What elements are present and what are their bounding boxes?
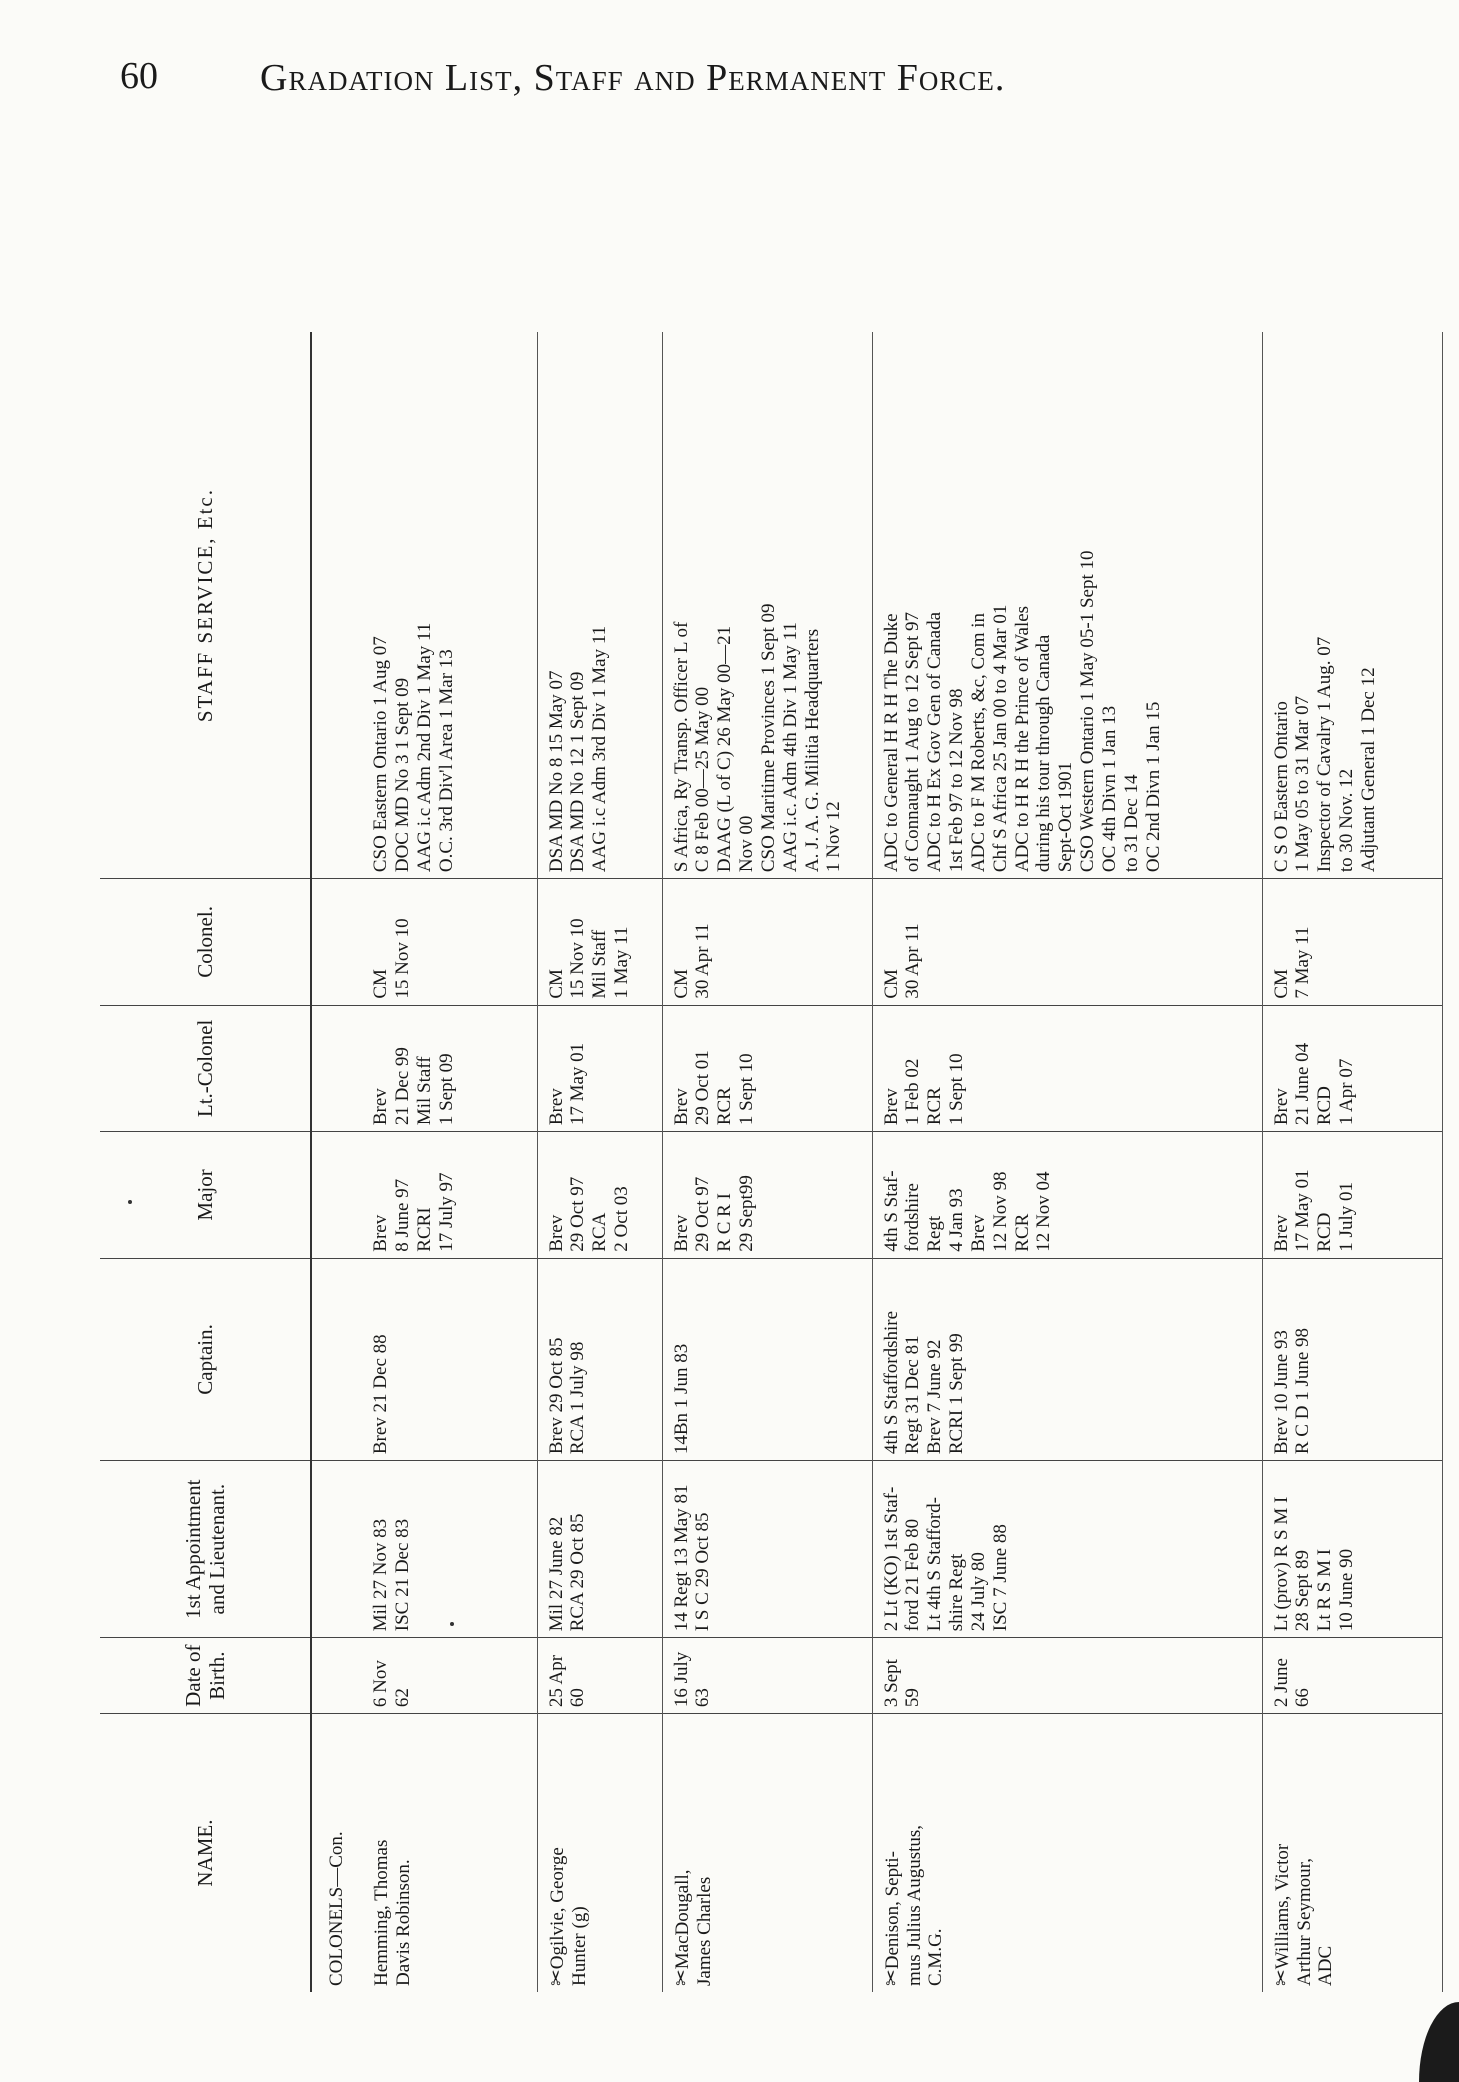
date-of-birth: 3 Sept 59 <box>872 1638 1262 1714</box>
column-header-name: NAME. <box>100 1714 311 1992</box>
column-header-staff-service: STAFF SERVICE, Etc. <box>100 332 311 879</box>
header-row <box>100 332 311 1992</box>
column-header-captain: Captain. <box>100 1258 311 1460</box>
section-spacer <box>311 1132 362 1259</box>
page-speck <box>450 1622 454 1626</box>
major-date: 4th S Staf- fordshire Regt 4 Jan 93 Brev 12 Nov 98 RCR 12 Nov 04 <box>872 1132 1262 1259</box>
staff-service: ADC to General H R H The Duke of Connaught 1 Aug to 12 Sept 97 ADC to H Ex Gov Gen of Canada 1st Feb 97 to 12 Nov 98 ADC to F M Roberts, &c, Com in Chf S Africa 25 Jan 00 to 4 Mar 01 ADC to H R H the Prince of Wales during his tour through Canada Sept-Oct 1901 CSO Western Ontario 1 May 05-1 Sept 10 OC 4th Divn 1 Jan 13 to 31 Dec 14 OC 2nd Divn 1 Jan 15 <box>872 332 1262 879</box>
column-header-date-of-birth: Date of Birth. <box>100 1638 311 1714</box>
section-row <box>311 332 362 1992</box>
officer-name-cell <box>872 1714 1262 1992</box>
date-of-birth: 2 June 66 <box>1262 1638 1442 1714</box>
colonel-date: CM 7 May 11 <box>1262 879 1442 1006</box>
staff-service: S Africa, Ry Transp. Officer L of C 8 Feb 00—25 May 00 DAAG (L of C) 26 May 00—21 Nov 00 CSO Maritime Provinces 1 Sept 09 AAG i.c. Adm 4th Div 1 May 11 A. J. A. G. Militia Headquarters 1 Nov 12 <box>662 332 872 879</box>
officer-name-cell <box>537 1714 662 1992</box>
section-spacer <box>311 879 362 1006</box>
officer-name: MacDougall, James Charles <box>671 1869 715 1986</box>
officer-name: Ogilvie, George Hunter (g) <box>546 1847 590 1986</box>
page-header <box>120 50 1360 110</box>
major-date: Brev 29 Oct 97 RCA 2 Oct 03 <box>537 1132 662 1259</box>
table-row <box>872 332 1262 1992</box>
colonel-date: CM 30 Apr 11 <box>872 879 1262 1006</box>
officer-name-cell <box>362 1714 537 1992</box>
first-appointment: Mil 27 Nov 83 ISC 21 Dec 83 <box>362 1461 537 1638</box>
colonel-date: CM 15 Nov 10 Mil Staff 1 May 11 <box>537 879 662 1006</box>
scissors-mark-icon: ✂ <box>670 1969 693 1986</box>
captain-date: Brev 21 Dec 88 <box>362 1258 537 1460</box>
major-date: Brev 29 Oct 97 R C R I 29 Sept99 <box>662 1132 872 1259</box>
page-title: Gradation List, Staff and Permanent Force. <box>260 57 1006 99</box>
lt-colonel-date: Brev 21 Dec 99 Mil Staff 1 Sept 09 <box>362 1005 537 1132</box>
section-spacer <box>311 1461 362 1638</box>
lt-colonel-date: Brev 17 May 01 <box>537 1005 662 1132</box>
staff-service: DSA MD No 8 15 May 07 DSA MD No 12 1 Sept 09 AAG i.c Adm 3rd Div 1 May 11 <box>537 332 662 879</box>
lt-colonel-date: Brev 21 June 04 RCD 1 Apr 07 <box>1262 1005 1442 1132</box>
scan-thumb-shadow <box>1419 2002 1459 2082</box>
section-spacer <box>311 332 362 879</box>
date-of-birth: 6 Nov 62 <box>362 1638 537 1714</box>
column-header-lt-colonel: Lt.-Colonel <box>100 1005 311 1132</box>
gradation-table <box>100 332 1443 1992</box>
date-of-birth: 16 July 63 <box>662 1638 872 1714</box>
first-appointment: 2 Lt (KO) 1st Staf- ford 21 Feb 80 Lt 4th S Stafford- shire Regt 24 July 80 ISC 7 June 88 <box>872 1461 1262 1638</box>
officer-name: Denison, Septi- mus Julius Augustus, C.M.G. <box>881 1824 947 1986</box>
major-date: Brev 8 June 97 RCRI 17 July 97 <box>362 1132 537 1259</box>
gradation-table-rotated <box>100 332 1415 1992</box>
column-header-colonel: Colonel. <box>100 879 311 1006</box>
officer-name: Williams, Victor Arthur Seymour, ADC <box>1271 1843 1337 1986</box>
first-appointment: Mil 27 June 82 RCA 29 Oct 85 <box>537 1461 662 1638</box>
section-label: COLONELS—Con. <box>326 1831 347 1986</box>
table-row <box>662 332 872 1992</box>
section-spacer <box>311 1638 362 1714</box>
officer-name-cell <box>1262 1714 1442 1992</box>
section-spacer <box>311 1258 362 1460</box>
table-row <box>1262 332 1442 1992</box>
first-appointment: 14 Regt 13 May 81 I S C 29 Oct 85 <box>662 1461 872 1638</box>
table-row <box>537 332 662 1992</box>
major-date: Brev 17 May 01 RCD 1 July 01 <box>1262 1132 1442 1259</box>
date-of-birth: 25 Apr 60 <box>537 1638 662 1714</box>
scissors-mark-icon: ✂ <box>880 1969 903 1986</box>
page-number: 60 <box>120 55 158 97</box>
staff-service: CSO Eastern Ontario 1 Aug 07 DOC MD No 3 1 Sept 09 AAG i.c Adm 2nd Div 1 May 11 O.C. 3rd Div'l Area 1 Mar 13 <box>362 332 537 879</box>
page-speck <box>128 1200 132 1204</box>
lt-colonel-date: Brev 29 Oct 01 RCR 1 Sept 10 <box>662 1005 872 1132</box>
captain-date: Brev 10 June 93 R C D 1 June 98 <box>1262 1258 1442 1460</box>
column-header-major: Major <box>100 1132 311 1259</box>
captain-date: 14Bn 1 Jun 83 <box>662 1258 872 1460</box>
staff-service: C S O Eastern Ontario 1 May 05 to 31 Mar 07 Inspector of Cavalry 1 Aug. 07 to 30 Nov. 12 Adjutant General 1 Dec 12 <box>1262 332 1442 879</box>
colonel-date: CM 30 Apr 11 <box>662 879 872 1006</box>
scissors-mark-icon: ✂ <box>545 1969 568 1986</box>
colonel-date: CM 15 Nov 10 <box>362 879 537 1006</box>
captain-date: 4th S Staffordshire Regt 31 Dec 81 Brev 7 June 92 RCRI 1 Sept 99 <box>872 1258 1262 1460</box>
scissors-mark-icon: ✂ <box>1270 1969 1293 1986</box>
section-spacer <box>311 1005 362 1132</box>
column-header-first-appointment: 1st Appointment and Lieutenant. <box>100 1461 311 1638</box>
officer-name-cell <box>662 1714 872 1992</box>
captain-date: Brev 29 Oct 85 RCA 1 July 98 <box>537 1258 662 1460</box>
first-appointment: Lt (prov) R S M I 28 Sept 89 Lt R S M I 10 June 90 <box>1262 1461 1442 1638</box>
officer-name: Hemming, Thomas Davis Robinson. <box>371 1839 414 1986</box>
table-row <box>362 332 537 1992</box>
lt-colonel-date: Brev 1 Feb 02 RCR 1 Sept 10 <box>872 1005 1262 1132</box>
